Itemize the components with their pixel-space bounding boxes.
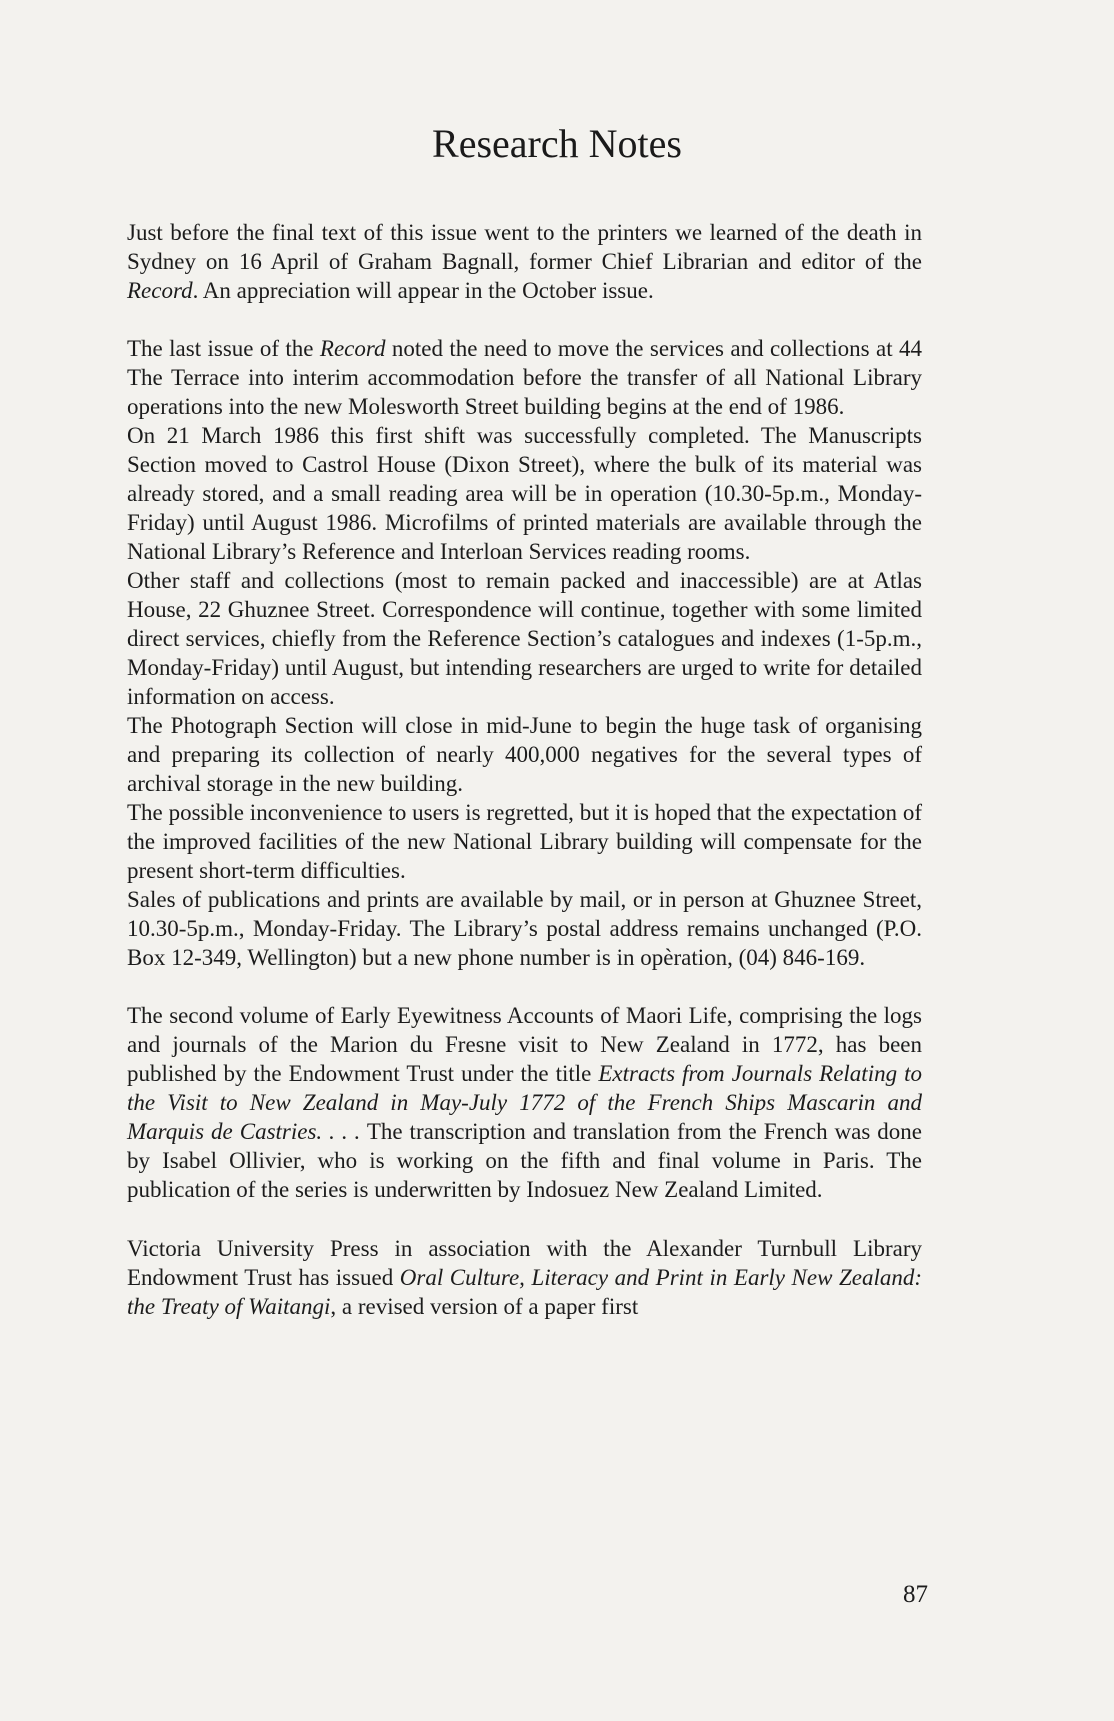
text-run: noted the need to move the services and collections at 44 The Terrace into interim accommodation before the transfer of all National Library operations into the new Molesworth Street building begins at the end of 1986. bbox=[127, 336, 922, 419]
text-run: , a revised version of a paper first bbox=[330, 1294, 639, 1319]
text-run: The transcription and translation from the French was done by Isabel Ollivier, who is working on the fifth and final volume in Paris. The publication of the series is underwritten by Indosuez New Zealand Limited. bbox=[127, 1119, 922, 1202]
paragraph-photograph-section: The Photograph Section will close in mid-June to begin the huge task of organising and preparing its collection of nearly 400,000 negatives for the several types of archival storage in the new building. bbox=[127, 713, 922, 796]
text-run: The last issue of the bbox=[127, 336, 320, 361]
paragraph-bagnall-notice bbox=[127, 218, 922, 305]
italic-run: Record bbox=[127, 278, 193, 303]
page-title: Research Notes bbox=[432, 121, 682, 166]
paragraph-victoria-press bbox=[127, 1234, 922, 1321]
paragraph-gap bbox=[127, 305, 922, 334]
paragraph-first-shift: On 21 March 1986 this first shift was successfully completed. The Manuscripts Section moved to Castrol House (Dixon Street), where the bulk of its material was already stored, and a small reading area will be in operation (10.30-5p.m., Monday-Friday) until August 1986. Microfilms of printed materials are available through the National Library’s Reference and Interloan Services reading rooms. bbox=[127, 423, 922, 564]
italic-run: Extracts from Journals Relating to the Visit to New Zealand in May-July 1772 of the French Ships Mascarin and Marquis de Castries. . . . bbox=[127, 1061, 922, 1144]
text-run: The second volume of Early Eyewitness Accounts of Maori Life, comprising the logs and journals of the Marion du Fresne visit to New Zealand in 1772, has been published by the Endowment Trust under the title bbox=[127, 1003, 922, 1086]
paragraph-move-intro bbox=[127, 334, 922, 421]
paragraph-atlas-house: Other staff and collections (most to remain packed and inaccessible) are at Atlas House, 22 Ghuznee Street. Correspondence will continue, together with some limited direct services, chiefly from the Reference Section’s catalogues and indexes (1-5p.m., Monday-Friday) until August, but intending researchers are urged to write for detailed information on access. bbox=[127, 568, 922, 709]
paragraph-gap bbox=[127, 972, 922, 1001]
body-text bbox=[127, 218, 922, 1321]
paragraph-gap bbox=[127, 1204, 922, 1234]
text-run: . An appreciation will appear in the October issue. bbox=[192, 278, 654, 303]
italic-run: Record bbox=[319, 336, 386, 361]
paragraph-inconvenience: The possible inconvenience to users is regretted, but it is hoped that the expectation of the improved facilities of the new National Library building will compensate for the present short-term difficulties. bbox=[127, 800, 922, 883]
italic-run: Oral Culture, Literacy and Print in Early New Zealand: the Treaty of Waitangi bbox=[127, 1265, 922, 1319]
paragraph-second-volume bbox=[127, 1001, 922, 1204]
text-run: Victoria University Press in association with the Alexander Turnbull Library Endowment Trust has issued bbox=[127, 1236, 922, 1290]
page-number: 87 bbox=[903, 1581, 928, 1608]
text-run: Just before the final text of this issue went to the printers we learned of the death in Sydney on 16 April of Graham Bagnall, former Chief Librarian and editor of the bbox=[127, 220, 922, 274]
paragraph-sales: Sales of publications and prints are available by mail, or in person at Ghuznee Street, 10.30-5p.m., Monday-Friday. The Library’s postal address remains unchanged (P.O. Box 12-349, Wellington) but a new phone number is in opèration, (04) 846-169. bbox=[127, 887, 922, 970]
